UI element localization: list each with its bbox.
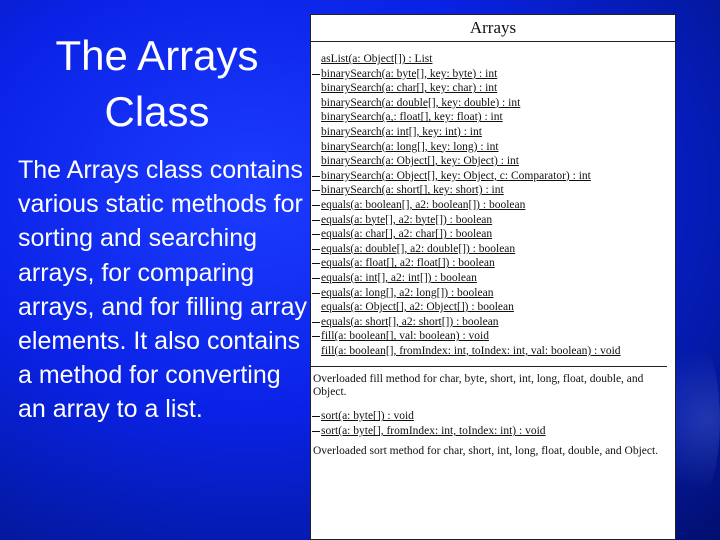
static-marker xyxy=(312,278,320,279)
method-signature: binarySearch(a: char[], key: char) : int xyxy=(321,82,498,95)
method-signature: binarySearch(a: int[], key: int) : int xyxy=(321,125,482,138)
method-row xyxy=(311,256,675,271)
method-group-sort xyxy=(311,409,675,438)
fill-overload-note: Overloaded fill method for char, byte, short, int, long, float, double, and Object. xyxy=(313,373,644,399)
method-row xyxy=(311,183,675,198)
method-signature: equals(a: Object[], a2: Object[]) : boolean xyxy=(321,301,514,314)
static-marker xyxy=(312,74,320,75)
method-signature: binarySearch(a,: float[], key: float) : int xyxy=(321,111,503,124)
static-marker xyxy=(312,431,320,432)
uml-class-name: Arrays xyxy=(311,15,675,42)
static-marker xyxy=(312,263,320,264)
method-signature: fill(a: boolean[], val: boolean) : void xyxy=(321,330,489,343)
method-row xyxy=(311,67,675,82)
static-marker xyxy=(312,293,320,294)
method-row xyxy=(311,140,675,155)
sort-overload-note: Overloaded sort method for char, short, int, long, float, double, and Object. xyxy=(313,444,659,457)
method-row xyxy=(311,125,675,140)
static-marker xyxy=(312,220,320,221)
method-row xyxy=(311,286,675,301)
static-marker xyxy=(312,322,320,323)
method-row xyxy=(311,81,675,96)
method-row xyxy=(311,242,675,257)
method-signature: asList(a: Object[]) : List xyxy=(321,53,433,65)
slide-title: The Arrays Class xyxy=(55,32,259,135)
method-signature: binarySearch(a: long[], key: long) : int xyxy=(321,140,499,153)
method-row xyxy=(311,344,675,359)
method-row xyxy=(311,198,675,213)
static-marker xyxy=(312,176,320,177)
method-signature: fill(a: boolean[], fromIndex: int, toIndex: int, val: boolean) : void xyxy=(321,344,621,357)
method-signature: binarySearch(a: double[], key: double) : int xyxy=(321,96,521,109)
method-group-main xyxy=(311,52,675,358)
method-signature: sort(a: byte[], fromIndex: int, toIndex: int) : void xyxy=(321,425,546,438)
method-row xyxy=(311,96,675,111)
method-row xyxy=(311,110,675,125)
method-signature: equals(a: double[], a2: double[]) : boolean xyxy=(321,242,516,255)
static-marker xyxy=(312,205,320,206)
method-signature: sort(a: byte[]) : void xyxy=(321,410,414,423)
static-marker xyxy=(312,249,320,250)
uml-method-list xyxy=(311,42,675,458)
method-signature: binarySearch(a: byte[], key: byte) : int xyxy=(321,67,498,80)
method-row xyxy=(311,315,675,330)
section-divider xyxy=(311,358,667,367)
method-row xyxy=(311,213,675,228)
method-row xyxy=(311,271,675,286)
method-signature: equals(a: boolean[], a2: boolean[]) : boolean xyxy=(321,198,526,211)
method-row xyxy=(311,424,675,439)
method-signature: equals(a: short[], a2: short[]) : boolean xyxy=(321,315,499,328)
method-signature: equals(a: char[], a2: char[]) : boolean xyxy=(321,228,493,241)
method-signature: binarySearch(a: Object[], key: Object, c: Comparator) : int xyxy=(321,169,591,182)
method-signature: binarySearch(a: short[], key: short) : int xyxy=(321,184,504,197)
method-signature: equals(a: byte[], a2: byte[]) : boolean xyxy=(321,213,493,226)
method-row xyxy=(311,227,675,242)
static-marker xyxy=(312,234,320,235)
method-row xyxy=(311,409,675,424)
uml-class-diagram xyxy=(310,14,676,540)
static-marker xyxy=(312,190,320,191)
method-row xyxy=(311,154,675,169)
method-row xyxy=(311,169,675,184)
slide-body-text: The Arrays class contains various static methods for sorting and searching arrays, for comparing arrays, and for filling array elements. It also contains a method for converting an array to a list. xyxy=(18,156,308,424)
method-signature: equals(a: long[], a2: long[]) : boolean xyxy=(321,286,494,299)
static-marker xyxy=(312,416,320,417)
static-marker xyxy=(312,336,320,337)
method-row xyxy=(311,52,675,67)
method-signature: binarySearch(a: Object[], key: Object) : int xyxy=(321,155,519,168)
method-signature: equals(a: int[], a2: int[]) : boolean xyxy=(321,271,477,284)
method-signature: equals(a: float[], a2: float[]) : boolean xyxy=(321,257,495,270)
method-row xyxy=(311,329,675,344)
method-row xyxy=(311,300,675,315)
